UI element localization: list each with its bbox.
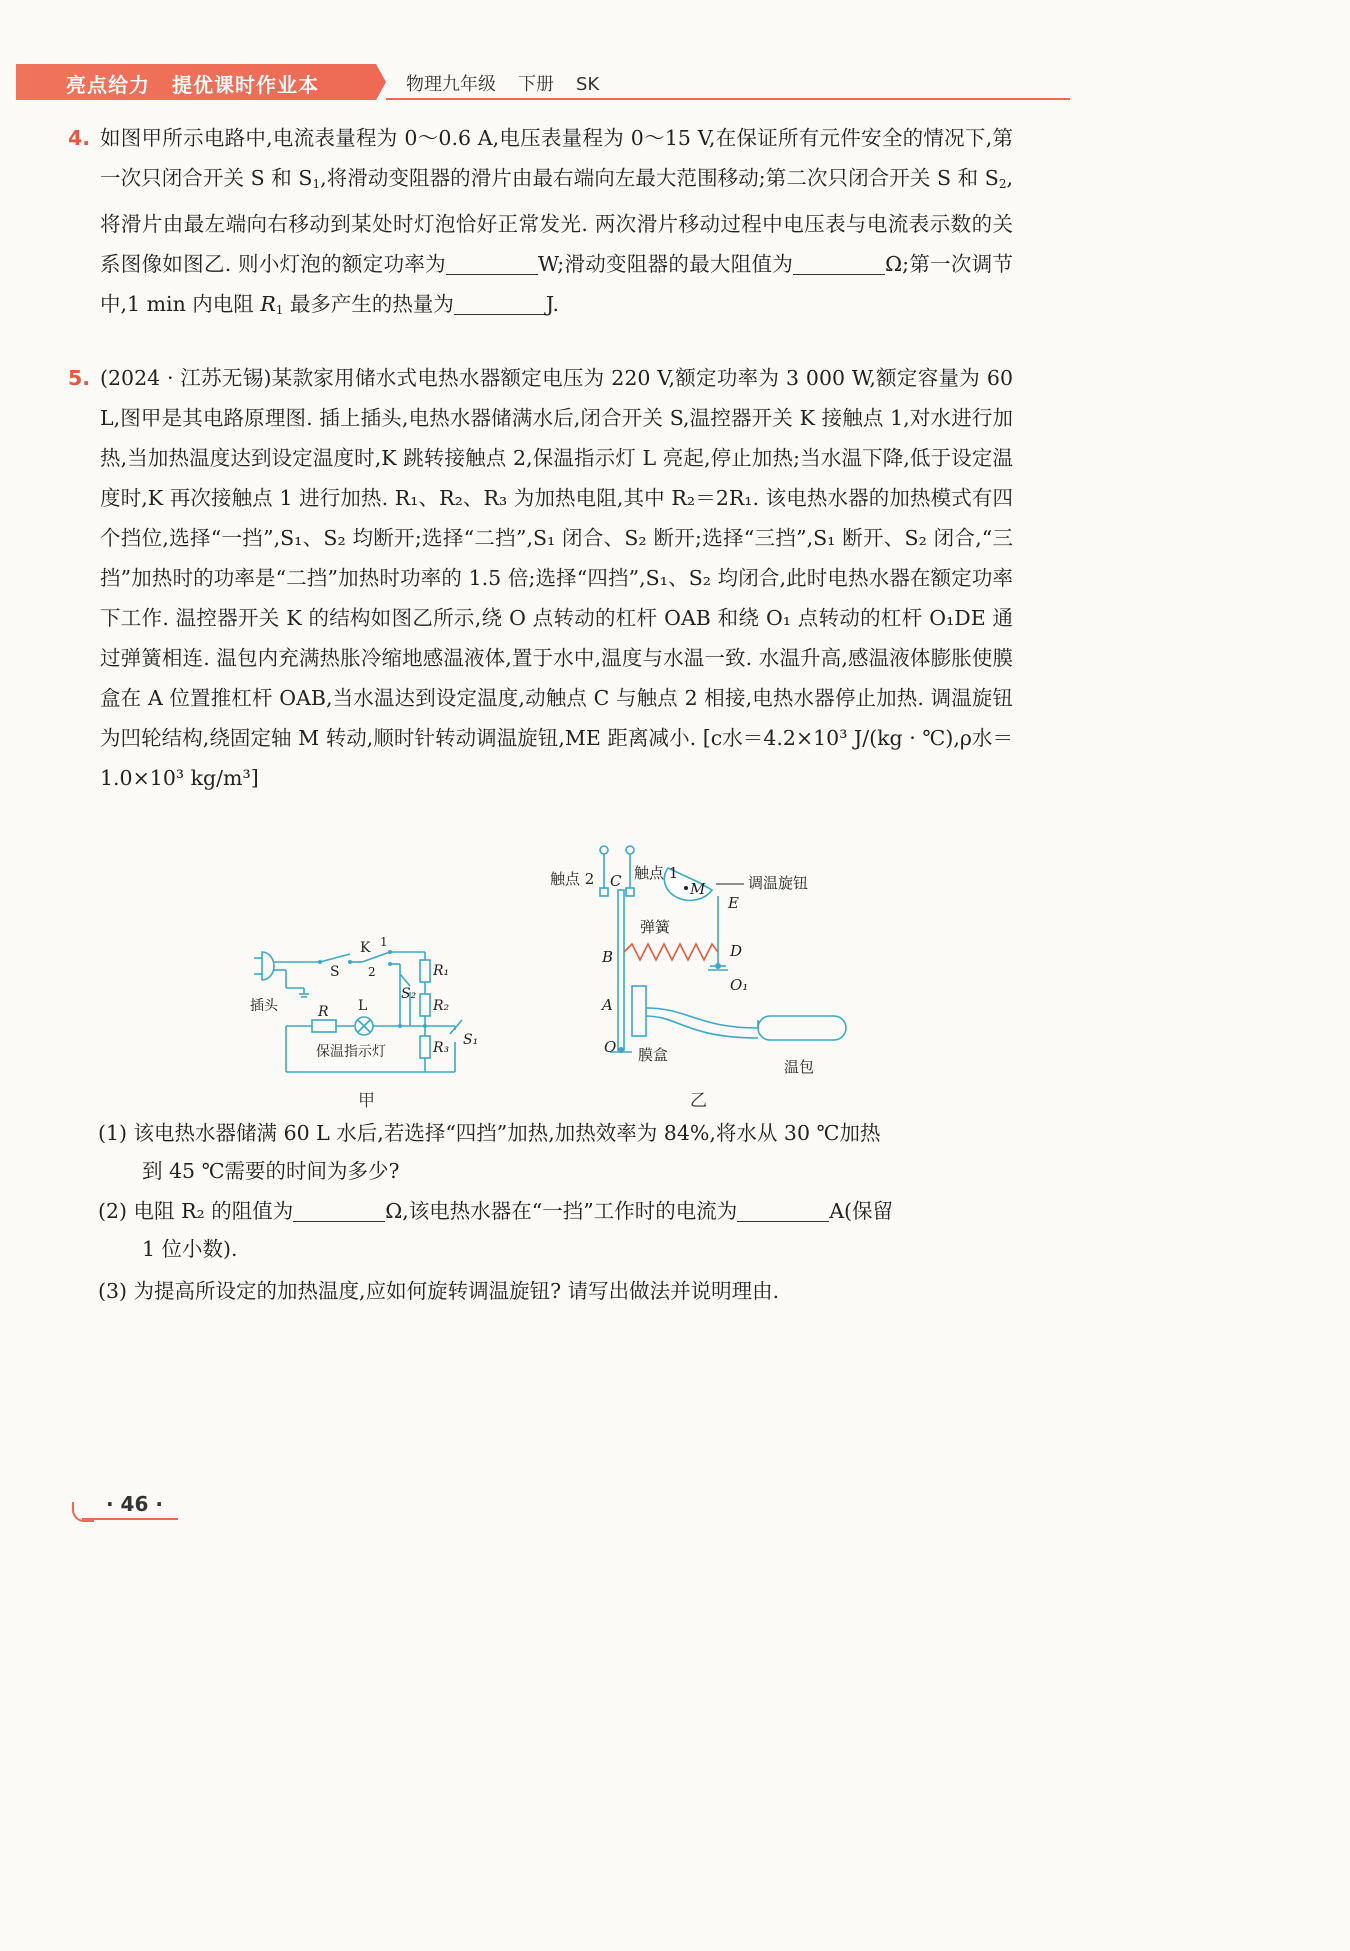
r1-label: R₁ — [433, 963, 450, 979]
circuit-diagram — [250, 930, 495, 1080]
svg-text:1: 1 — [380, 935, 388, 949]
page-header — [16, 64, 1070, 100]
lamp-label: 保温指示灯 — [316, 1044, 386, 1060]
question-5 — [68, 358, 1013, 798]
knob-label: 调温旋钮 — [748, 874, 809, 892]
sub-question-2: (2) 电阻 R₂ 的阻值为 Ω,该电热水器在“一挡”工作时的电流为 A(保留 1 位小数). — [98, 1199, 894, 1261]
svg-text:C: C — [610, 872, 622, 890]
question-text: 如图甲所示电路中,电流表量程为 0～0.6 A,电压表量程为 0～15 V,在保证所有元件安全的情况下,第一次只闭合开关 S 和 $S_1$,将滑动变阻器的滑片由最右端向左最大范围移动;第二次只闭合开关 S 和 $S_2$,将滑片由最左端向右移动到某处时灯泡恰好正常发光. 两次滑片移动过程中电压表与电流表示数的关系图像如图乙. 则小灯泡的额定功率为 W;滑动变阻器的最大阻值为 Ω;第一次调节中,1 min 内电阻 $R_1$ 最多产生的热量为 J. — [100, 126, 1014, 317]
question-4 — [68, 118, 1013, 330]
spring-label: 弹簧 — [640, 918, 671, 936]
question-text: (2024 · 江苏无锡)某款家用储水式电热水器额定电压为 220 V,额定功率为 3 000 W,额定容量为 60 L,图甲是其电路原理图. 插上插头,电热水器储满水后,闭合开关 S,温控器开关 K 接触点 1,对水进行加热,当加热温度达到设定温度时,K 跳转接触点 2,保温指示灯 L 亮起,停止加热;当水温下降,低于设定温度时,K 再次接触点 1 进行加热. R₁、R₂、R₃ 为加热电阻,其中 R₂＝2R₁. 该电热水器的加热模式有四个挡位,选择“一挡”,S₁、S₂ 均断开;选择“二挡”,S₁ 闭合、S₂ 断开;选择“三挡”,S₁ 断开、S₂ 闭合,“三挡”加热时的功率是“二挡”加热时功率的 1.5 倍;选择“四挡”,S₁、S₂ 均闭合,此时电热水器在额定功率下工作. 温控器开关 K 的结构如图乙所示,绕 O 点转动的杠杆 OAB 和绕 O₁ 点转动的杠杆 O₁DE 通过弹簧相连. 温包内充满热胀冷缩地感温液体,置于水中,温度与水温一致. 水温升高,感温液体膨胀使膜盒在 A 位置推杠杆 OAB,当水温达到设定温度,动触点 C 与触点 2 相接,电热水器停止加热. 调温旋钮为凹轮结构,绕固定轴 M 转动,顺时针转动调温旋钮,ME 距离减小. [c水＝4.2×10³ J/(kg · ℃),ρ水＝1.0×10³ kg/m³] — [100, 366, 1013, 790]
page-number: · 46 · — [106, 1492, 163, 1516]
series-name: 提优课时作业本 — [172, 73, 319, 97]
membrane-box-label: 膜盒 — [638, 1046, 669, 1064]
subject-grade: 物理九年级 — [406, 74, 496, 95]
svg-text:E: E — [728, 894, 739, 912]
svg-text:B: B — [602, 948, 614, 966]
svg-text:A: A — [602, 996, 613, 1014]
plug-label: 插头 — [250, 998, 278, 1014]
contact-1-label: 触点 1 — [634, 864, 679, 882]
r2-label: R₂ — [433, 998, 450, 1014]
svg-text:2: 2 — [368, 965, 376, 979]
bulb-label: 温包 — [784, 1058, 815, 1076]
footer-rule — [82, 1518, 178, 1520]
r3-label: R₃ — [433, 1040, 450, 1056]
question-number: 4. — [68, 126, 91, 150]
r-label: R — [318, 1004, 329, 1020]
edition: SK — [576, 74, 600, 95]
volume: 下册 — [518, 74, 554, 95]
contact-2-label: 触点 2 — [550, 870, 595, 888]
switch-s-label: S — [330, 964, 340, 980]
figure-caption-yi: 乙 — [690, 1091, 707, 1111]
svg-text:O₁: O₁ — [730, 976, 749, 994]
page-footer — [72, 1490, 182, 1526]
lamp-l-label: L — [358, 998, 368, 1014]
sub-question-3: (3) 为提高所设定的加热温度,应如何旋转调温旋钮? 请写出做法并说明理由. — [98, 1279, 780, 1303]
question-number: 5. — [68, 366, 91, 390]
svg-text:M: M — [690, 880, 706, 898]
brand-name: 亮点给力 — [66, 73, 150, 97]
s1-label: S₁ — [463, 1032, 479, 1048]
answer-blank[interactable] — [293, 1197, 385, 1222]
svg-text:O: O — [604, 1038, 617, 1056]
switch-k-label: K — [360, 940, 371, 956]
svg-text:D: D — [730, 942, 743, 960]
sub-question-1: (1) 该电热水器储满 60 L 水后,若选择“四挡”加热,加热效率为 84%,将水从 30 ℃加热 到 45 ℃需要的时间为多少? — [98, 1121, 881, 1183]
s2-label: S₂ — [401, 986, 417, 1002]
answer-blank[interactable] — [793, 250, 885, 275]
header-rule — [386, 98, 1070, 100]
answer-blank[interactable] — [446, 250, 538, 275]
answer-blank[interactable] — [454, 290, 546, 315]
answer-blank[interactable] — [737, 1197, 829, 1222]
figure-caption-jia: 甲 — [358, 1091, 375, 1111]
thermostat-diagram — [548, 838, 848, 1078]
